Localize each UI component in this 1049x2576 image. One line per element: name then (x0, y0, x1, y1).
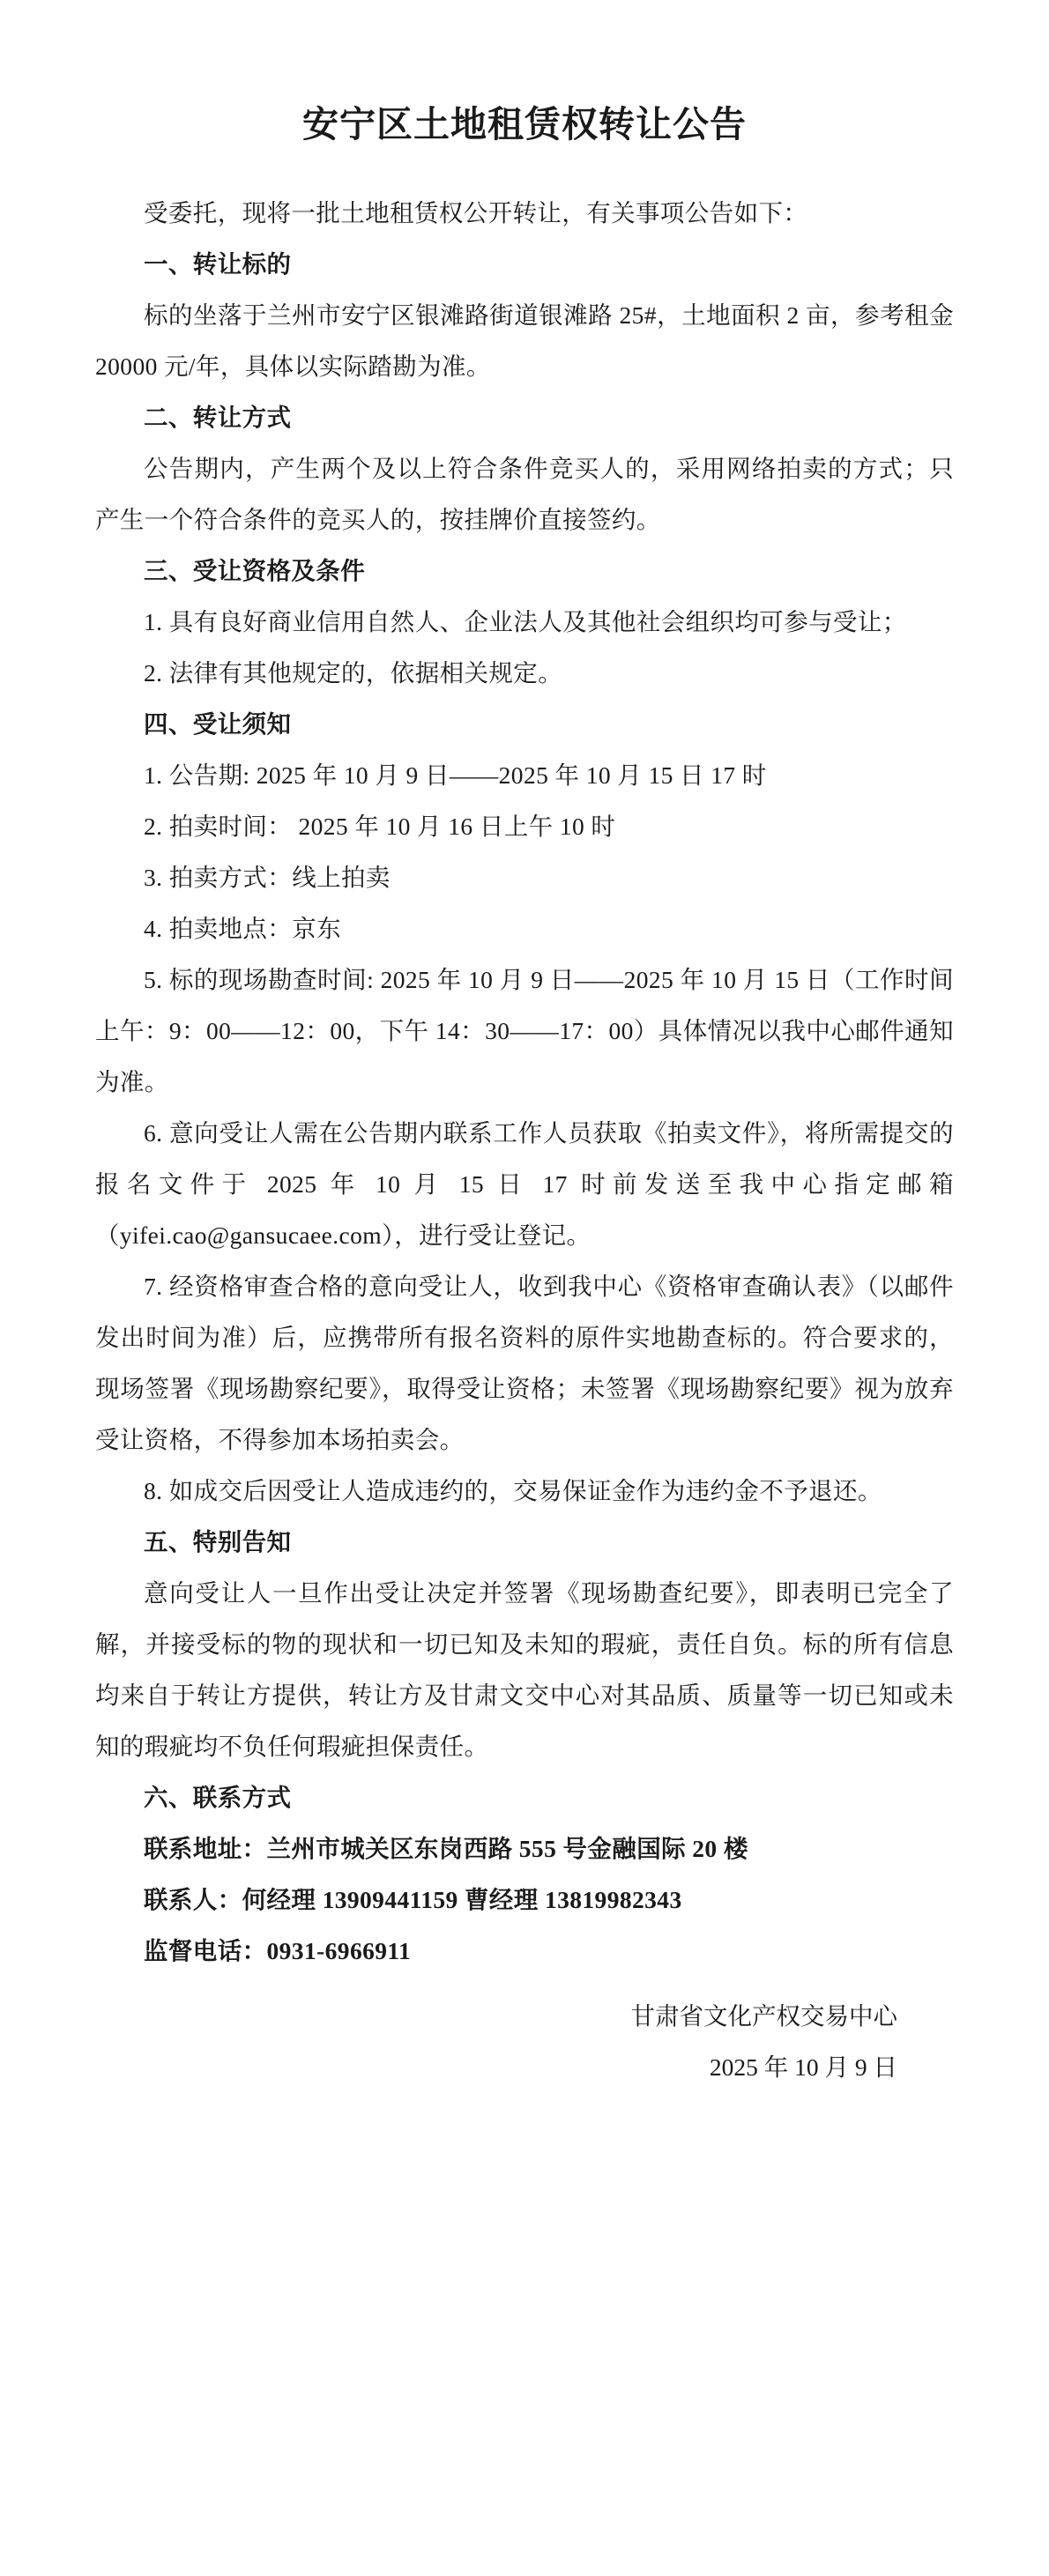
paragraph-section4-7: 7. 经资格审查合格的意向受让人，收到我中心《资格审查确认表》（以邮件发出时间为准）后，应携带所有报名资料的原件实地勘查标的。符合要求的，现场签署《现场勘察纪要》，取得受让资格；未签署《现场勘察纪要》视为放弃受让资格，不得参加本场拍卖会。 (95, 1273, 954, 1453)
paragraph-section4-6: 6. 意向受让人需在公告期内联系工作人员获取《拍卖文件》，将所需提交的报名文件于 2025 年 10 月 15 日 17 时前发送至我中心指定邮箱（yifei.cao@gansucaee.com），进行受让登记。 (95, 1119, 954, 1249)
paragraph-section4-1: 1. 公告期: 2025 年 10 月 9 日——2025 年 10 月 15 日 17 时 (144, 761, 767, 789)
paragraph-section4-3: 3. 拍卖方式：线上拍卖 (144, 864, 391, 891)
paragraph-section1-1: 标的坐落于兰州市安宁区银滩路街道银滩路 25#，土地面积 2 亩，参考租金 20000 元/年，具体以实际踏勘为准。 (95, 301, 954, 380)
paragraph-section4-2: 2. 拍卖时间： 2025 年 10 月 16 日上午 10 时 (144, 813, 616, 840)
signature-date: 2025 年 10 月 9 日 (709, 2053, 897, 2081)
contact-persons: 联系人：何经理 13909441159 曹经理 13819982343 (144, 1886, 682, 1913)
section-heading-2: 二、转让方式 (144, 404, 292, 431)
page-title: 安宁区土地租赁权转让公告 (302, 104, 747, 145)
paragraph-section4-4: 4. 拍卖地点：京东 (144, 915, 341, 942)
paragraph-intro: 受委托，现将一批土地租赁权公开转让，有关事项公告如下： (144, 199, 808, 226)
paragraph-section2-1: 公告期内，产生两个及以上符合条件竞买人的，采用网络拍卖的方式；只产生一个符合条件的竞买人的，按挂牌价直接签约。 (95, 455, 954, 533)
section-heading-6: 六、联系方式 (144, 1784, 292, 1811)
document-body (95, 188, 954, 1977)
paragraph-section4-8: 8. 如成交后因受让人造成违约的，交易保证金作为违约金不予退还。 (144, 1477, 882, 1504)
section-heading-5: 五、特别告知 (144, 1528, 292, 1555)
paragraph-section3-2: 2. 法律有其他规定的，依据相关规定。 (144, 659, 563, 687)
signature-organization: 甘肃省文化产权交易中心 (630, 2002, 897, 2030)
signature-block (95, 1991, 954, 2093)
contact-address: 联系地址：兰州市城关区东岗西路 555 号金融国际 20 楼 (144, 1835, 748, 1862)
section-heading-4: 四、受让须知 (144, 710, 292, 738)
paragraph-section4-5: 5. 标的现场勘查时间: 2025 年 10 月 9 日——2025 年 10 月 15 日（工作时间上午：9：00——12：00，下午 14：30——17：00）具体情况以我中心邮件通知为准。 (95, 966, 954, 1095)
paragraph-section3-1: 1. 具有良好商业信用自然人、企业法人及其他社会组织均可参与受让； (144, 608, 907, 635)
section-heading-3: 三、受让资格及条件 (144, 557, 366, 584)
section-heading-1: 一、转让标的 (144, 250, 292, 278)
supervision-phone: 监督电话：0931-6966911 (144, 1937, 412, 1964)
paragraph-section5-1: 意向受让人一旦作出受让决定并签署《现场勘查纪要》，即表明已完全了解，并接受标的物的现状和一切已知及未知的瑕疵，责任自负。标的所有信息均来自于转让方提供，转让方及甘肃文交中心对其品质、质量等一切已知或未知的瑕疵均不负任何瑕疵担保责任。 (95, 1579, 954, 1760)
